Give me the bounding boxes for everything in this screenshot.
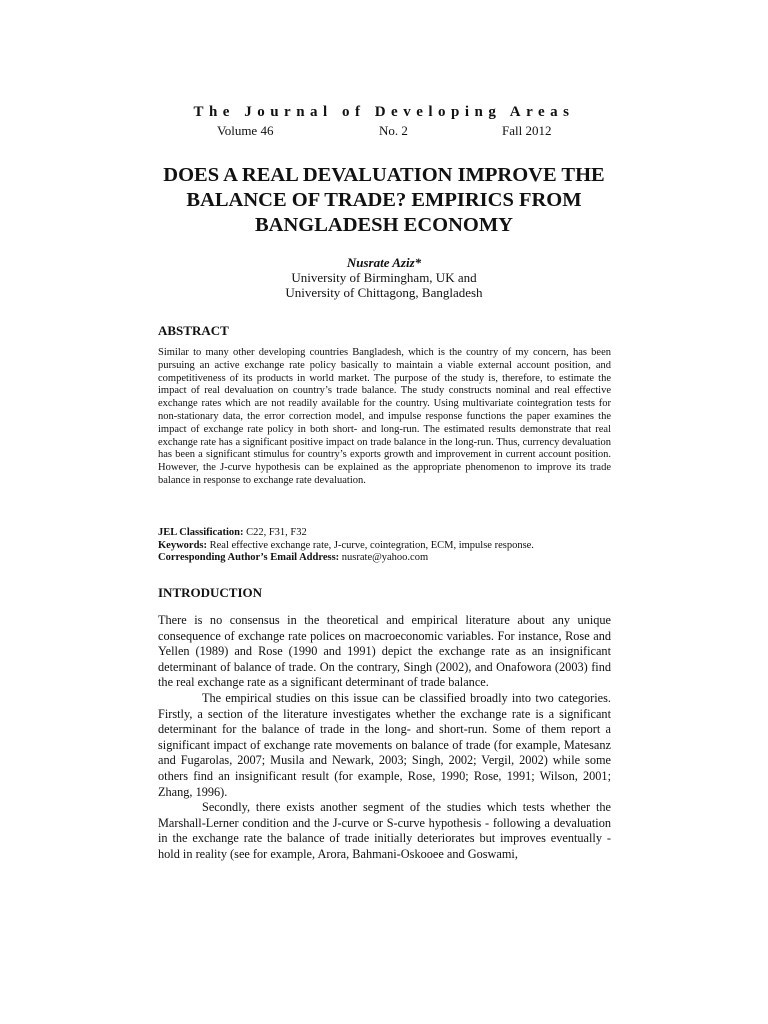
abstract-text: Similar to many other developing countries Bangladesh, which is the country of my concern, has been pursuing an active exchange rate policy basically to maintain a viable external account position, and competitiveness of its products in world market. The purpose of the study is, therefore, to estimate the impact of real devaluation on country’s trade balance. The study constructs nominal and real effective exchange rates which are not readily available for the country. Using multivariate cointegration tests for non-stationary data, the error correction model, and impulse response functions the paper examines the impact of exchange rate policy in both short- and long-run. The estimated results demonstrate that real exchange rate has a significant positive impact on trade balance in the long-run. Thus, currency devaluation has been a significant stimulus for country’s exports growth and improvement in current account position. However, the J-curve hypothesis can be explained as the appropriate phenomenon to improve its trade balance in response to exchange rate devaluation. [158, 347, 611, 486]
author-name: Nusrate Aziz* [346, 255, 422, 270]
journal-volume: Volume 46 [217, 123, 274, 138]
keywords [158, 540, 534, 553]
keywords-label: Keywords: [158, 539, 207, 551]
keywords-value: Real effective exchange rate, J-curve, cointegration, ECM, impulse response. [207, 539, 534, 551]
email-label: Corresponding Author’s Email Address: [158, 552, 340, 563]
jel-label: JEL Classification: [158, 527, 244, 538]
introduction-body [158, 613, 611, 863]
paper-metadata [158, 527, 534, 565]
journal-title: The Journal of Developing Areas [193, 104, 575, 120]
introduction-paragraph: The empirical studies on this issue can be classified broadly into two categories. Firstly, a section of the literature investigates whether the exchange rate is a significant determinant for the balance of trade in the long- and short-run. Some of them report a significant impact of exchange rate movements on balance of trade (for example, Matesanz and Fugarolas, 2007; Musila and Newark, 2003; Singh, 2002; Vergil, 2002) while some others find an insignificant result (for example, Rose, 1990; Rose, 1991; Wilson, 2001; Zhang, 1996). [158, 690, 611, 799]
author-block [0, 255, 768, 300]
paper-title-line: BANGLADESH ECONOMY [255, 214, 513, 236]
abstract-heading: ABSTRACT [158, 323, 229, 338]
jel-value: C22, F31, F32 [243, 527, 307, 538]
corresponding-email [158, 552, 534, 565]
author-affiliation: University of Chittagong, Bangladesh [285, 285, 483, 300]
paper-title-line: BALANCE OF TRADE? EMPIRICS FROM [186, 189, 582, 211]
paper-title-line: DOES A REAL DEVALUATION IMPROVE THE [163, 164, 605, 186]
introduction-paragraph: Secondly, there exists another segment of the studies which tests whether the Marshall-Lerner condition and the J-curve or S-curve hypothesis - following a devaluation in the exchange rate the balance of trade initially deteriorates but improves eventually - hold in reality (see for example, Arora, Bahmani-Oskooee and Goswami, [158, 800, 611, 861]
author-affiliation: University of Birmingham, UK and [291, 270, 477, 285]
introduction-heading: INTRODUCTION [158, 585, 263, 600]
introduction-paragraph: There is no consensus in the theoretical and empirical literature about any unique consequence of exchange rate polices on macroeconomic variables. For instance, Rose and Yellen (1989) and Rose (1990 and 1991) depict the exchange rate as an insignificant determinant of balance of trade. On the contrary, Singh (2002), and Onafowora (2003) find the real exchange rate as a significant determinant of trade balance. [158, 613, 611, 690]
jel-classification [158, 527, 534, 540]
paper-title [120, 163, 648, 238]
email-value: nusrate@yahoo.com [339, 552, 429, 563]
journal-number: No. 2 [379, 123, 408, 138]
journal-season: Fall 2012 [502, 123, 552, 138]
